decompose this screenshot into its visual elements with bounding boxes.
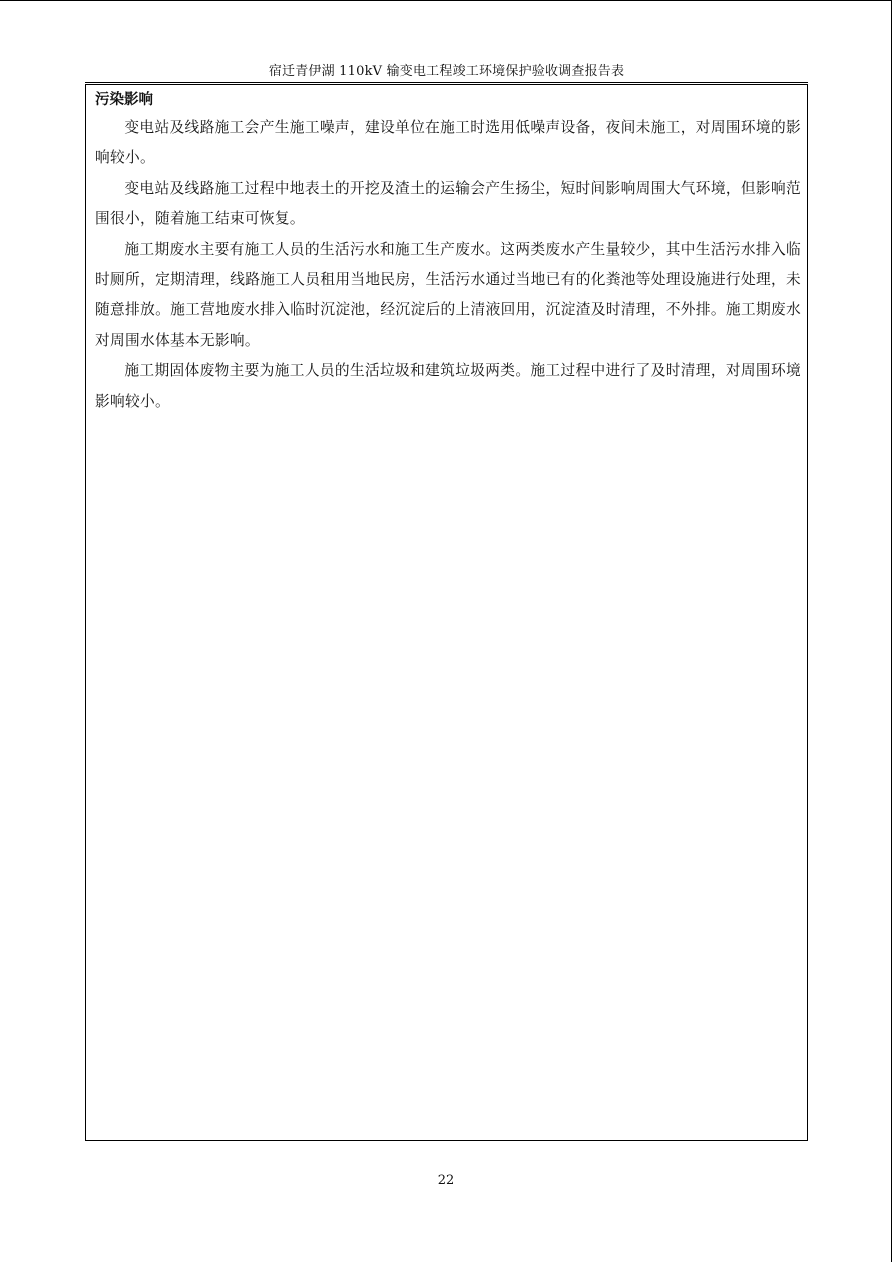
paragraph-noise: 变电站及线路施工会产生施工噪声，建设单位在施工时选用低噪声设备，夜间未施工，对周围环境的影响较小。	[95, 119, 801, 167]
section-title: 污染影响	[95, 92, 153, 108]
paragraph-wastewater: 施工期废水主要有施工人员的生活污水和施工生产废水。这两类废水产生量较少，其中生活污水排入临时厕所，定期清理，线路施工人员租用当地民房，生活污水通过当地已有的化粪池等处理设施进行处理，未随意排放。施工营地废水排入临时沉淀池，经沉淀后的上清液回用，沉淀渣及时清理，不外排。施工期废水对周围水体基本无影响。	[95, 240, 801, 349]
content-box	[85, 84, 808, 1141]
page-number: 22	[437, 1173, 455, 1188]
running-header: 宿迁青伊湖 110kV 输变电工程竣工环境保护验收调查报告表	[268, 64, 625, 79]
paragraph-solid-waste: 施工期固体废物主要为施工人员的生活垃圾和建筑垃圾两类。施工过程中进行了及时清理，对周围环境影响较小。	[95, 362, 801, 410]
body-text	[95, 113, 801, 417]
paragraph-dust: 变电站及线路施工过程中地表土的开挖及渣土的运输会产生扬尘，短时间影响周围大气环境，但影响范围很小，随着施工结束可恢复。	[95, 179, 801, 228]
page-top-border	[0, 0, 892, 1]
header-rule	[85, 82, 808, 83]
